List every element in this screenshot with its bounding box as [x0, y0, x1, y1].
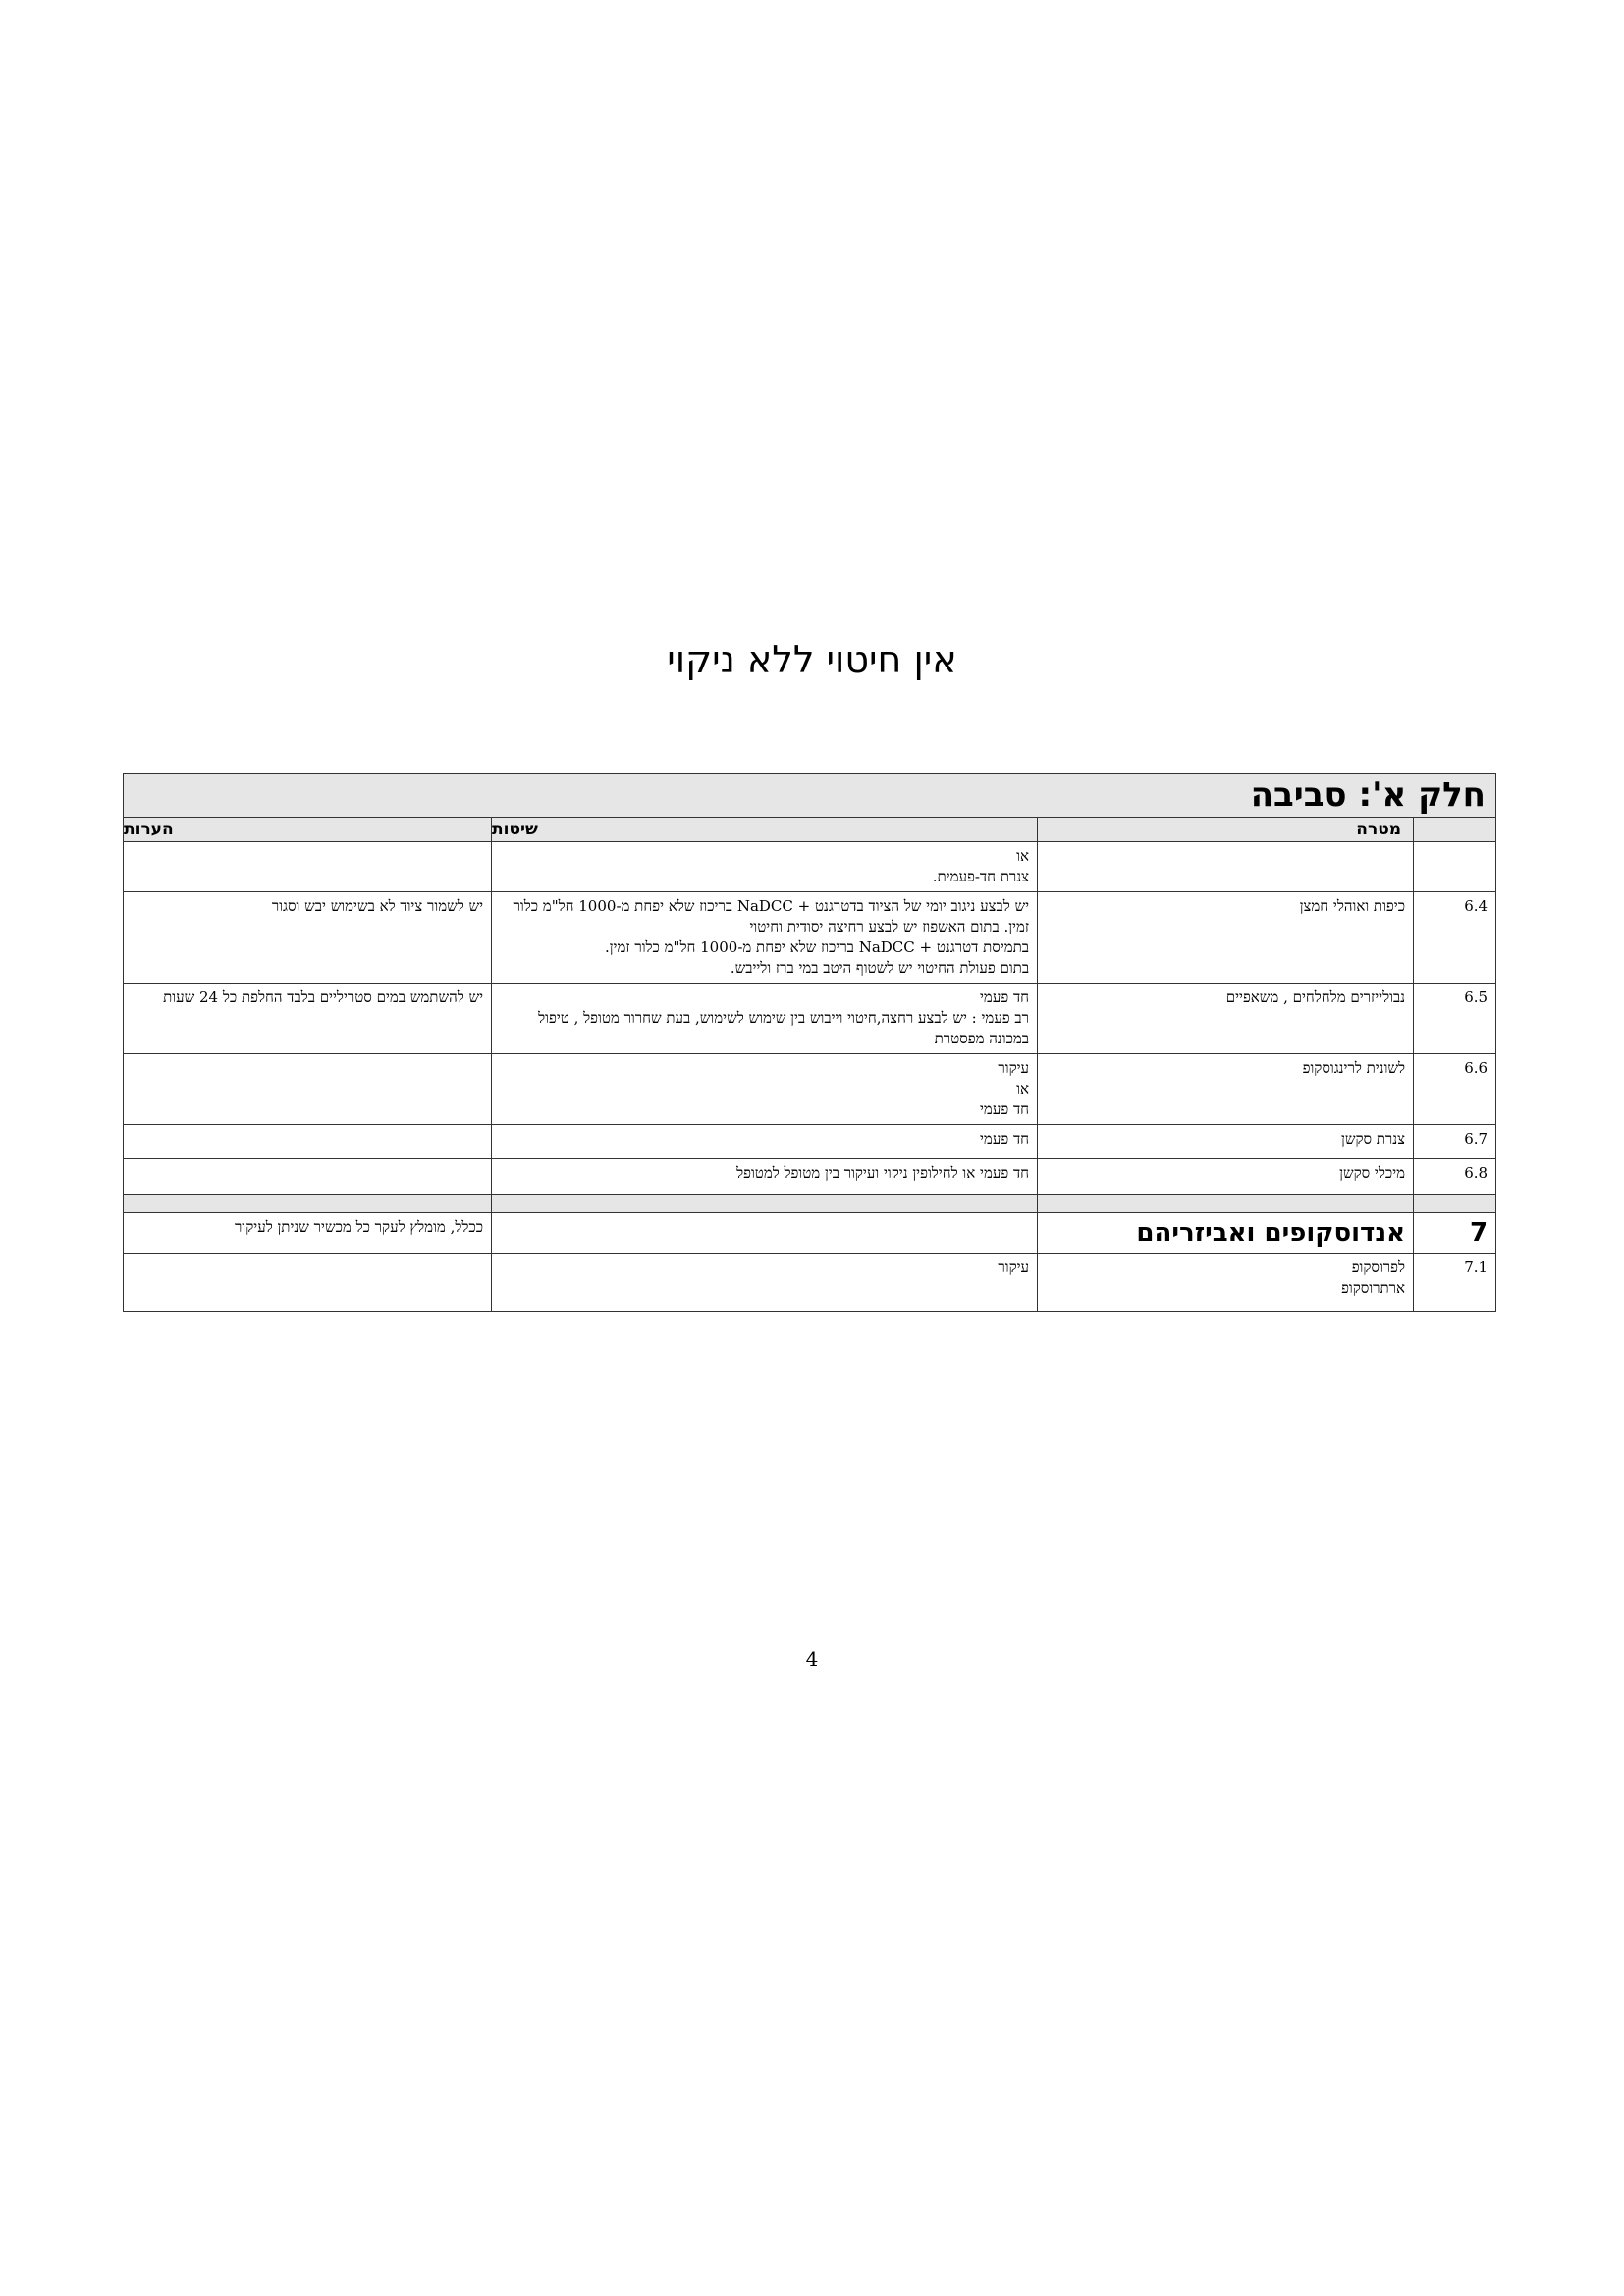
row-methods: עיקור	[492, 1254, 1038, 1312]
section-7-title: אנדוסקופים ואביזריהם	[1038, 1213, 1414, 1254]
row-methods	[492, 892, 1038, 984]
method-line: או	[1016, 847, 1030, 865]
row-number: 6.4	[1414, 892, 1496, 984]
target-line: ארתרוסקופ	[1341, 1279, 1406, 1297]
target-line: לפרוסקופ	[1351, 1258, 1406, 1276]
row-target: מיכלי סקשן	[1038, 1159, 1414, 1195]
section-title: חלק א': סביבה	[124, 774, 1496, 818]
column-header-row	[124, 818, 1496, 842]
header-target: מטרה	[1038, 818, 1414, 842]
header-methods: שיטות	[492, 818, 1038, 842]
spacer-cell	[1414, 1195, 1496, 1213]
row-methods	[492, 984, 1038, 1054]
row-target: כיפות ואוהלי חמצן	[1038, 892, 1414, 984]
method-line: עיקור	[998, 1059, 1030, 1077]
method-line: או	[1016, 1080, 1030, 1097]
row-methods	[492, 1125, 1038, 1159]
table-row	[124, 1054, 1496, 1125]
spacer-cell	[1038, 1195, 1414, 1213]
row-notes	[124, 1254, 492, 1312]
row-notes: יש להשתמש במים סטריליים בלבד החלפת כל 24 שעות	[124, 984, 492, 1054]
row-target: לשונית לרינגוסקופ	[1038, 1054, 1414, 1125]
table-row	[124, 842, 1496, 892]
spacer-cell	[492, 1195, 1038, 1213]
row-target: נבולייזרים מלחלחים , משאפיים	[1038, 984, 1414, 1054]
method-line: רב פעמי : יש לבצע רחצה,חיטוי וייבוש בין שימוש לשימוש, בעת שחרור מטופל , טיפול במכונה מפסטרת	[538, 1009, 1030, 1047]
table-row	[124, 1159, 1496, 1195]
row-notes	[124, 842, 492, 892]
header-number	[1414, 818, 1496, 842]
row-notes	[124, 1054, 492, 1125]
method-line: בתמיסת דטרגנט + NaDCC בריכוז שלא יפחת מ-1000 חל"מ כלור זמין.	[604, 938, 1030, 956]
method-line: חד פעמי	[980, 988, 1030, 1006]
table-row	[124, 984, 1496, 1054]
table-row	[124, 1254, 1496, 1312]
page-title: אין חיטוי ללא ניקוי	[667, 638, 957, 681]
method-line: צנרת חד-פעמית.	[932, 868, 1030, 885]
method-line: חד פעמי	[980, 1130, 1030, 1148]
row-methods	[492, 1159, 1038, 1195]
row-number: 6.5	[1414, 984, 1496, 1054]
row-methods	[492, 842, 1038, 892]
section-7-notes: ככלל, מומלץ לעקר כל מכשיר שניתן לעיקור	[124, 1213, 492, 1254]
row-number	[1414, 842, 1496, 892]
row-number: 7.1	[1414, 1254, 1496, 1312]
section-7-number: 7	[1414, 1213, 1496, 1254]
cleaning-table	[123, 773, 1496, 1312]
header-notes: הערות	[124, 818, 492, 842]
page-number: 4	[805, 1647, 819, 1671]
row-notes	[124, 1159, 492, 1195]
section-7-methods	[492, 1213, 1038, 1254]
row-number: 6.8	[1414, 1159, 1496, 1195]
spacer-row	[124, 1195, 1496, 1213]
table-row	[124, 892, 1496, 984]
method-line: חד פעמי	[980, 1100, 1030, 1118]
row-methods	[492, 1054, 1038, 1125]
section-header-row	[124, 774, 1496, 818]
row-notes: יש לשמור ציוד לא בשימוש יבש וסגור	[124, 892, 492, 984]
table-row	[124, 1125, 1496, 1159]
row-notes	[124, 1125, 492, 1159]
method-line: יש לבצע ניגוב יומי של הציוד בדטרגנט + NaDCC בריכוז שלא יפחת מ-1000 חל"מ כלור זמין. בתום האשפוז יש לבצע רחיצה יסודית וחיטוי	[513, 897, 1030, 935]
method-line: בתום פעולת החיטוי יש לשטוף היטב במי ברז ולייבש.	[730, 959, 1030, 977]
method-line: חד פעמי או לחילופין ניקוי ועיקור בין מטופל למטופל	[736, 1164, 1030, 1182]
row-number: 6.6	[1414, 1054, 1496, 1125]
spacer-cell	[124, 1195, 492, 1213]
row-target: צנרת סקשן	[1038, 1125, 1414, 1159]
row-number: 6.7	[1414, 1125, 1496, 1159]
section-7-row	[124, 1213, 1496, 1254]
row-target	[1038, 1254, 1414, 1312]
row-target	[1038, 842, 1414, 892]
